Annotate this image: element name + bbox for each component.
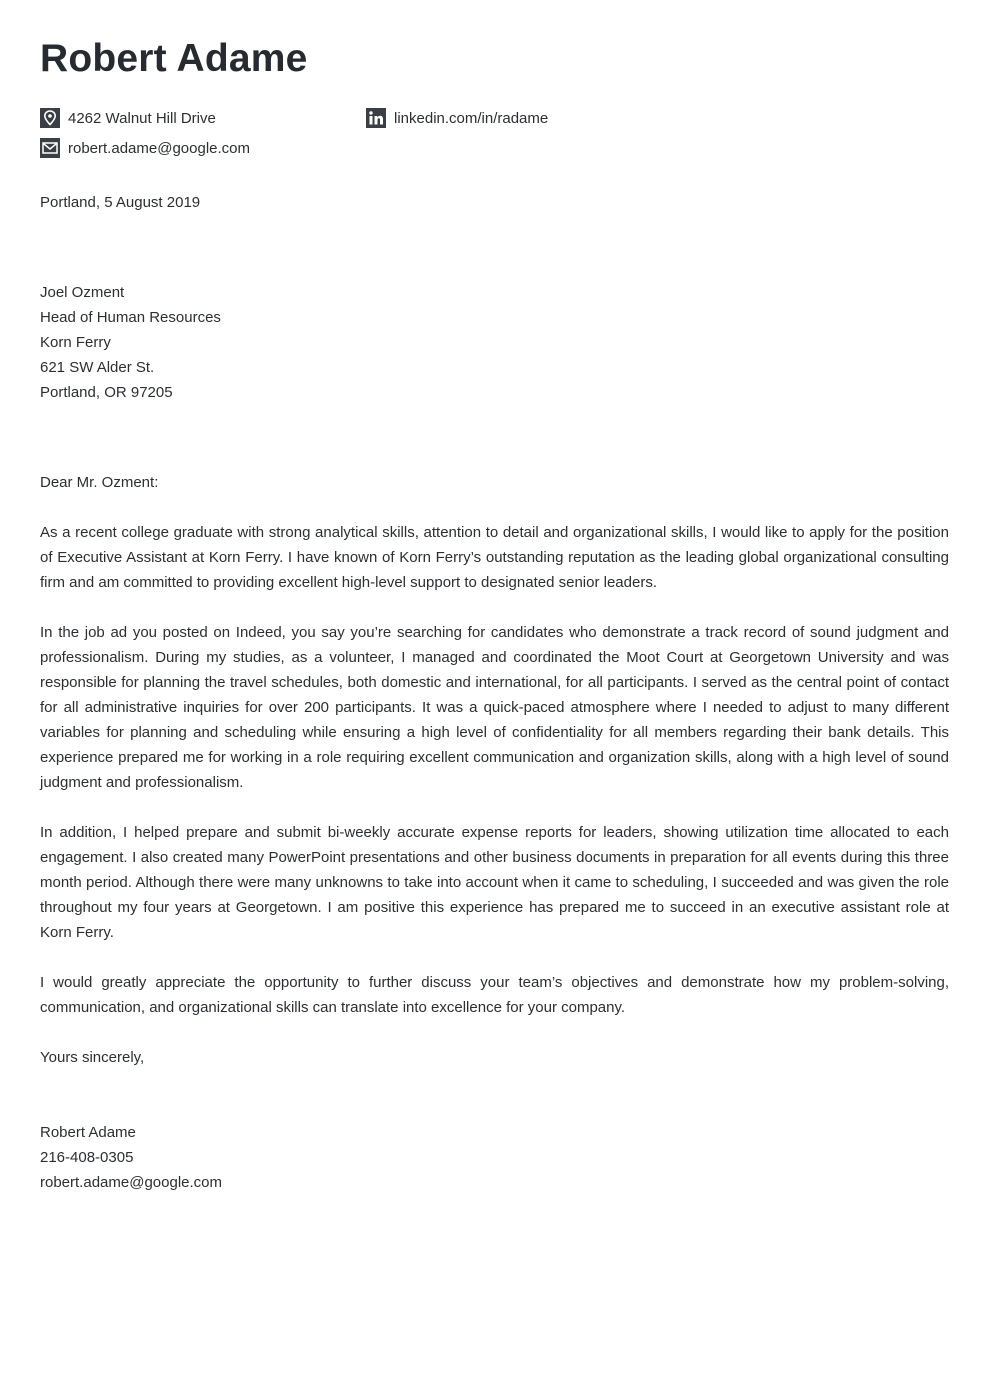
body-paragraph-3: In addition, I helped prepare and submit bi-weekly accurate expense reports for leaders, showing utilization time allocated to each engagement. I also created many PowerPoint presentations and other business documents in preparation for all events during this three month period. Although there were many unknowns to take into account when it came to scheduling, I succeeded and was given the role throughout my four years at Georgetown. I am positive this experience has prepared me to succeed in an executive assistant role at Korn Ferry.: [40, 824, 949, 941]
recipient-company: Korn Ferry: [40, 334, 111, 351]
email-link[interactable]: robert.adame@google.com: [68, 139, 250, 157]
body-paragraph-1: As a recent college graduate with strong analytical skills, attention to detail and organizational skills, I would like to apply for the position of Executive Assistant at Korn Ferry. I have known of Korn Ferry’s outstanding reputation as the leading global organizational consulting firm and am committed to providing excellent high-level support to designated senior leaders.: [40, 524, 949, 591]
salutation: Dear Mr. Ozment:: [40, 474, 159, 491]
contact-address: [40, 108, 216, 128]
recipient-title: Head of Human Resources: [40, 309, 221, 326]
signature-email: robert.adame@google.com: [40, 1174, 222, 1191]
linkedin-icon: [366, 108, 386, 128]
closing: Yours sincerely,: [40, 1049, 145, 1066]
linkedin-link[interactable]: linkedin.com/in/radame: [394, 109, 549, 127]
signature-phone: 216-408-0305: [40, 1149, 134, 1166]
body-paragraph-2: In the job ad you posted on Indeed, you say you’re searching for candidates who demonstrate a track record of sound judgment and professionalism. During my studies, as a volunteer, I managed and coordinated the Moot Court at Georgetown University and was responsible for planning the travel schedules, both domestic and international, for all participants. I served as the central point of contact for all administrative inquiries for over 200 participants. It was a quick-paced atmosphere where I needed to adjust to many different variables for planning and scheduling while ensuring a high level of confidentiality for all members regarding their bank details. This experience prepared me for working in a role requiring excellent communication and organization skills, along with a high level of sound judgment and professionalism.: [40, 624, 949, 791]
signature-block: [40, 1120, 222, 1195]
location-pin-icon: [40, 108, 60, 128]
body-paragraph-4: I would greatly appreciate the opportunity to further discuss your team’s objectives and demonstrate how my problem-solving, communication, and organizational skills can translate into excellence for your company.: [40, 974, 949, 1016]
recipient-block: [40, 280, 221, 405]
address-text: 4262 Walnut Hill Drive: [68, 109, 216, 127]
contact-linkedin: [366, 108, 548, 128]
recipient-street: 621 SW Alder St.: [40, 359, 155, 376]
letter-date: Portland, 5 August 2019: [40, 194, 201, 211]
signature-name: Robert Adame: [40, 1124, 136, 1141]
envelope-icon: [40, 138, 60, 158]
contact-email: [40, 138, 250, 158]
recipient-city: Portland, OR 97205: [40, 384, 173, 401]
applicant-name: Robert Adame: [40, 37, 308, 80]
recipient-name: Joel Ozment: [40, 284, 125, 301]
